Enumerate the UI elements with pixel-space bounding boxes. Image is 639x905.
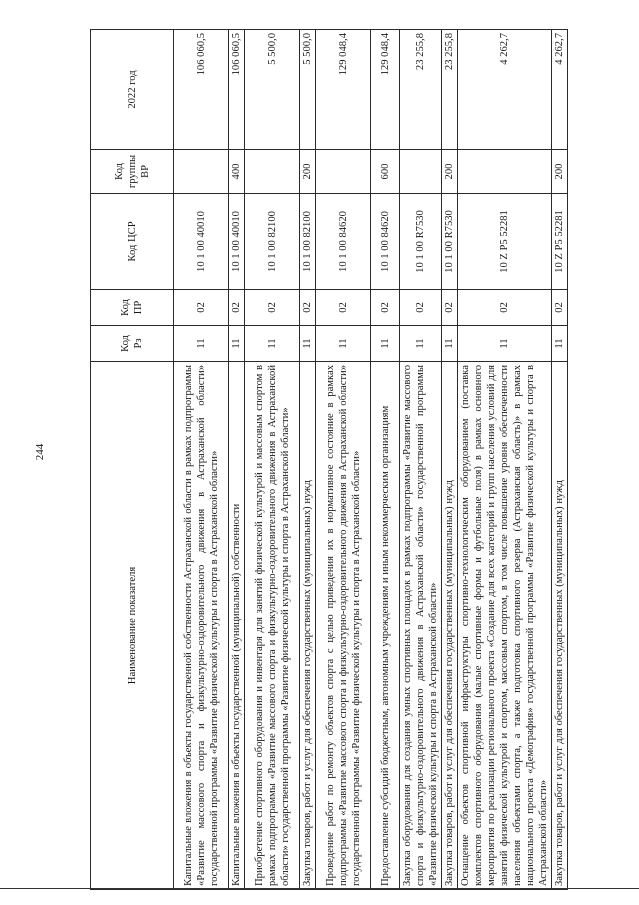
row-rz: 11 [400, 326, 442, 362]
row-value: 4 262,7 [458, 30, 552, 150]
table-row [300, 30, 316, 890]
row-pr: 02 [442, 290, 458, 326]
row-pr: 02 [245, 290, 300, 326]
row-name: Закупка оборудования для создания умных спортивных площадок в рамках подпрограммы «Развитие массового спорта и физкультурно-оздоровительного движения в Астраханской области» государственной программы «Развитие физической культуры и спорта в Астраханской области» [400, 362, 442, 890]
row-csr: 10 1 00 40010 [174, 194, 229, 290]
row-pr: 02 [400, 290, 442, 326]
row-vr: 200 [442, 150, 458, 194]
row-value: 5 500,0 [245, 30, 300, 150]
table-row [442, 30, 458, 890]
row-rz: 11 [174, 326, 229, 362]
row-pr: 02 [174, 290, 229, 326]
header-year: 2022 год [91, 30, 174, 150]
row-vr [458, 150, 552, 194]
page-bottom-rule [0, 888, 639, 889]
row-csr: 10 Z P5 52281 [458, 194, 552, 290]
row-vr [174, 150, 229, 194]
table-header-row [91, 30, 174, 890]
row-pr: 02 [316, 290, 371, 326]
row-vr: 600 [371, 150, 400, 194]
table-row [371, 30, 400, 890]
row-rz: 11 [245, 326, 300, 362]
header-pr: Код ПР [91, 290, 174, 326]
budget-table [90, 29, 568, 890]
row-value: 4 262,7 [552, 30, 568, 150]
row-value: 129 048,4 [316, 30, 371, 150]
row-csr: 10 1 00 82100 [300, 194, 316, 290]
header-name: Наименование показателя [91, 362, 174, 890]
header-csr: Код ЦСР [91, 194, 174, 290]
row-vr [400, 150, 442, 194]
row-pr: 02 [300, 290, 316, 326]
row-name: Закупка товаров, работ и услуг для обеспечения государственных (муниципальных) нужд [300, 362, 316, 890]
row-name: Приобретение спортивного оборудования и инвентаря для занятий физической культурой и массовым спортом в рамках подпрограммы «Развитие массового спорта и физкультурно-оздоровительного движения в Астраханской области» государственной программы «Развитие физической культуры и спорта в Астраханской области» [245, 362, 300, 890]
table-row [229, 30, 245, 890]
row-name: Закупка товаров, работ и услуг для обеспечения государственных (муниципальных) нужд [552, 362, 568, 890]
table-row [458, 30, 552, 890]
table-row [316, 30, 371, 890]
row-name: Проведение работ по ремонту объектов спорта с целью приведения их в нормативное состояние в рамках подпрограммы «Развитие массового спорта и физкультурно-оздоровительного движения в Астраханской области» государственной программы «Развитие физической культуры и спорта в Астраханской области» [316, 362, 371, 890]
row-vr: 400 [229, 150, 245, 194]
row-vr [245, 150, 300, 194]
row-pr: 02 [371, 290, 400, 326]
row-pr: 02 [229, 290, 245, 326]
row-pr: 02 [458, 290, 552, 326]
row-pr: 02 [552, 290, 568, 326]
row-rz: 11 [442, 326, 458, 362]
row-rz: 11 [300, 326, 316, 362]
row-rz: 11 [458, 326, 552, 362]
row-vr: 200 [300, 150, 316, 194]
table-body [174, 30, 568, 890]
row-rz: 11 [552, 326, 568, 362]
row-value: 129 048,4 [371, 30, 400, 150]
row-name: Капитальные вложения в объекты государственной собственности Астраханской области в рамках подпрограммы «Развитие массового спорта и физкультурно-оздоровительного движения в Астраханской области» государственной программы «Развитие физической культуры и спорта в Астраханской области» [174, 362, 229, 890]
row-name: Предоставление субсидий бюджетным, автономным учреждениям и иным некоммерческим организациям [371, 362, 400, 890]
row-csr: 10 1 00 84620 [371, 194, 400, 290]
rotated-table-wrapper [90, 30, 568, 890]
row-name: Закупка товаров, работ и услуг для обеспечения государственных (муниципальных) нужд [442, 362, 458, 890]
row-csr: 10 1 00 82100 [245, 194, 300, 290]
row-value: 106 060,5 [174, 30, 229, 150]
row-value: 23 255,8 [442, 30, 458, 150]
page-number: 244 [34, 443, 46, 461]
row-csr: 10 1 00 84620 [316, 194, 371, 290]
row-value: 5 500,0 [300, 30, 316, 150]
row-vr: 200 [552, 150, 568, 194]
table-row [174, 30, 229, 890]
row-csr: 10 1 00 R7530 [442, 194, 458, 290]
table-row [245, 30, 300, 890]
row-value: 106 060,5 [229, 30, 245, 150]
row-vr [316, 150, 371, 194]
row-name: Оснащение объектов спортивной инфраструктуры спортивно-технологическим оборудованием (поставка комплектов спортивного оборудования (малые спортивные формы и футбольные поля) в рамках основного мероприятия по реализации регионального проекта «Создание для всех категорий и групп населения условий для занятий физической культурой и спортом, массовым спортом, в том числе повышение уровня обеспеченности населения объектами спорта, а также подготовка спортивного резерва (Астраханская область)» в рамках национального проекта «Демография» государственной программы «Развитие физической культуры и спорта в Астраханской области» [458, 362, 552, 890]
row-rz: 11 [229, 326, 245, 362]
header-vr: Код группы ВР [91, 150, 174, 194]
table-row [400, 30, 442, 890]
row-csr: 10 1 00 40010 [229, 194, 245, 290]
row-rz: 11 [316, 326, 371, 362]
row-value: 23 255,8 [400, 30, 442, 150]
row-csr: 10 1 00 R7530 [400, 194, 442, 290]
header-rz: Код Рз [91, 326, 174, 362]
row-csr: 10 Z P5 52281 [552, 194, 568, 290]
row-rz: 11 [371, 326, 400, 362]
row-name: Капитальные вложения в объекты государственной (муниципальной) собственности [229, 362, 245, 890]
table-row [552, 30, 568, 890]
